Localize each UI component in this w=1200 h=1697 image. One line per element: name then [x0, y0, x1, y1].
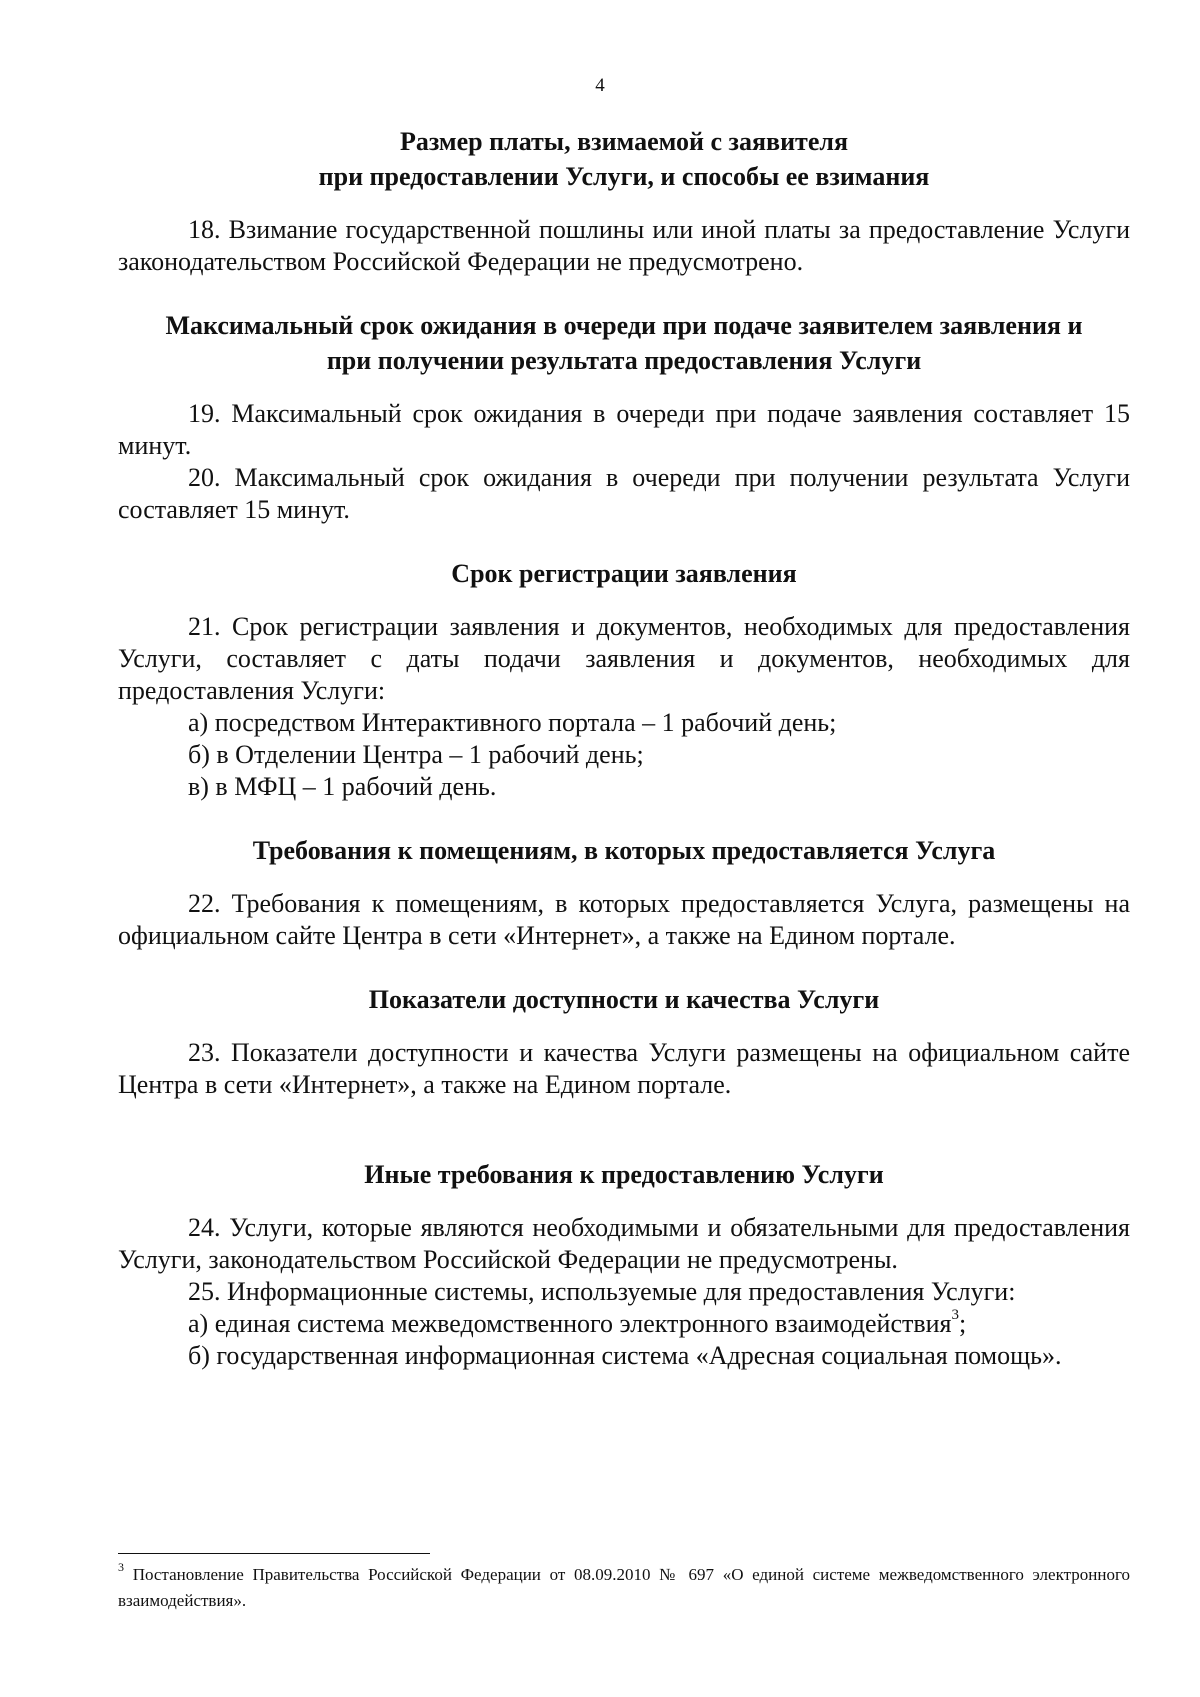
section-heading-registration [118, 556, 1130, 591]
section-heading-premises [118, 833, 1130, 868]
heading-line: Иные требования к предоставлению Услуги [364, 1160, 884, 1189]
page-number: 4 [595, 75, 605, 96]
paragraph-24: 24. Услуги, которые являются необходимыми и обязательными для предоставления Услуги, законодательством Российской Федерации не предусмотрены. [118, 1213, 1130, 1274]
paragraph-25: 25. Информационные системы, используемые для предоставления Услуги: [188, 1277, 1016, 1306]
footnote-divider [118, 1553, 430, 1554]
section-heading-fee [118, 124, 1130, 194]
paragraph-20: 20. Максимальный срок ожидания в очереди при получении результата Услуги составляет 15 минут. [118, 463, 1130, 524]
paragraph-22: 22. Требования к помещениям, в которых предоставляется Услуга, размещены на официальном сайте Центра в сети «Интернет», а также на Едином портале. [118, 889, 1130, 950]
list-item-b: б) в Отделении Центра – 1 рабочий день; [188, 740, 644, 769]
list-item-punctuation: ; [959, 1309, 967, 1338]
heading-line: Максимальный срок ожидания в очереди при подаче заявителем заявления и [165, 311, 1083, 340]
heading-line: при получении результата предоставления Услуги [326, 346, 922, 375]
heading-line: при предоставлении Услуги, и способы ее взимания [318, 162, 930, 191]
list-item-a: а) посредством Интерактивного портала – 1 рабочий день; [188, 708, 837, 737]
section-heading-queue-time [118, 308, 1130, 378]
paragraph-21: 21. Срок регистрации заявления и документов, необходимых для предоставления Услуги, составляет с даты подачи заявления и документов, необходимых для предоставления Услуги: [118, 612, 1130, 705]
heading-line: Требования к помещениям, в которых предоставляется Услуга [252, 836, 996, 865]
list-item-b: б) государственная информационная система «Адресная социальная помощь». [188, 1341, 1062, 1370]
list-item-text: а) единая система межведомственного электронного взаимодействия [188, 1309, 952, 1338]
section-heading-other-requirements [118, 1157, 1130, 1192]
paragraph-19: 19. Максимальный срок ожидания в очереди при подаче заявления составляет 15 минут. [118, 399, 1130, 460]
paragraph-18: 18. Взимание государственной пошлины или иной платы за предоставление Услуги законодательством Российской Федерации не предусмотрено. [118, 215, 1130, 276]
footnote-reference[interactable]: 3 [951, 1307, 959, 1324]
heading-line: Размер платы, взимаемой с заявителя [399, 127, 849, 156]
list-item-a [118, 1308, 1130, 1340]
footnote-marker: 3 [118, 1560, 124, 1575]
section-heading-quality [118, 982, 1130, 1017]
heading-line: Срок регистрации заявления [451, 559, 797, 588]
heading-line: Показатели доступности и качества Услуги [368, 985, 880, 1014]
footnote-text: Постановление Правительства Российской Федерации от 08.09.2010 № 697 «О единой системе межведомственного электронного взаимодействия». [118, 1565, 1130, 1610]
footnote [118, 1562, 1130, 1614]
paragraph-23: 23. Показатели доступности и качества Услуги размещены на официальном сайте Центра в сети «Интернет», а также на Едином портале. [118, 1038, 1130, 1099]
page-body [118, 124, 1130, 1372]
list-item-c: в) в МФЦ – 1 рабочий день. [188, 772, 497, 801]
